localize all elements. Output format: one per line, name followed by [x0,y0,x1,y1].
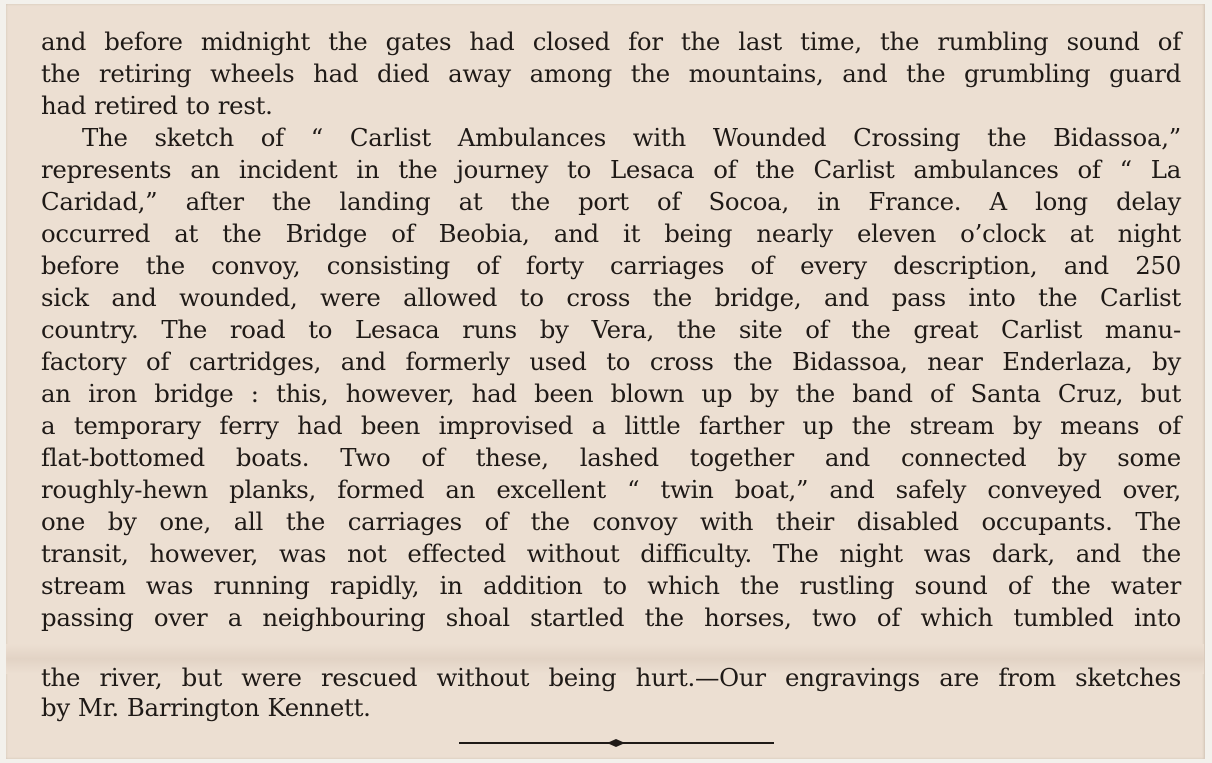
text-line: the retiring wheels had died away among the mountains, and the grumbling guard [41,59,1181,88]
text-line: a temporary ferry had been improvised a little farther up the stream by means of [41,411,1181,440]
text-line: the river, but were rescued without being hurt.—Our engravings are from sketches [41,663,1181,692]
text-line: factory of cartridges, and formerly used to cross the Bidassoa, near Enderlaza, by [41,347,1181,376]
text-line: stream was running rapidly, in addition to which the rustling sound of the water [41,571,1181,600]
text-line: and before midnight the gates had closed for the last time, the rumbling sound of [41,27,1181,56]
text-line: Caridad,” after the landing at the port of Socoa, in France. A long delay [41,187,1181,216]
text-line: had retired to rest. [41,91,273,120]
text-line: occurred at the Bridge of Beobia, and it being nearly eleven o’clock at night [41,219,1181,248]
section-divider-ornament [459,739,774,747]
text-line: an iron bridge : this, however, had been blown up by the band of Santa Cruz, but [41,379,1181,408]
text-line: sick and wounded, were allowed to cross the bridge, and pass into the Carlist [41,283,1181,312]
newspaper-clipping [6,4,1205,759]
text-line: roughly-hewn planks, formed an excellent “ twin boat,” and safely conveyed over, [41,475,1181,504]
text-line: The sketch of “ Carlist Ambulances with Wounded Crossing the Bidassoa,” [82,123,1181,152]
text-line: before the convoy, consisting of forty carriages of every description, and 250 [41,251,1181,280]
text-line: passing over a neighbouring shoal startled the horses, two of which tumbled into [41,603,1181,632]
text-line: by Mr. Barrington Kennett. [41,693,371,722]
text-line: flat-bottomed boats. Two of these, lashed together and connected by some [41,443,1181,472]
text-line: country. The road to Lesaca runs by Vera, the site of the great Carlist manu- [41,315,1181,344]
text-line: one by one, all the carriages of the convoy with their disabled occupants. The [41,507,1181,536]
text-line: transit, however, was not effected without difficulty. The night was dark, and the [41,539,1181,568]
text-line: represents an incident in the journey to Lesaca of the Carlist ambulances of “ La [41,155,1181,184]
